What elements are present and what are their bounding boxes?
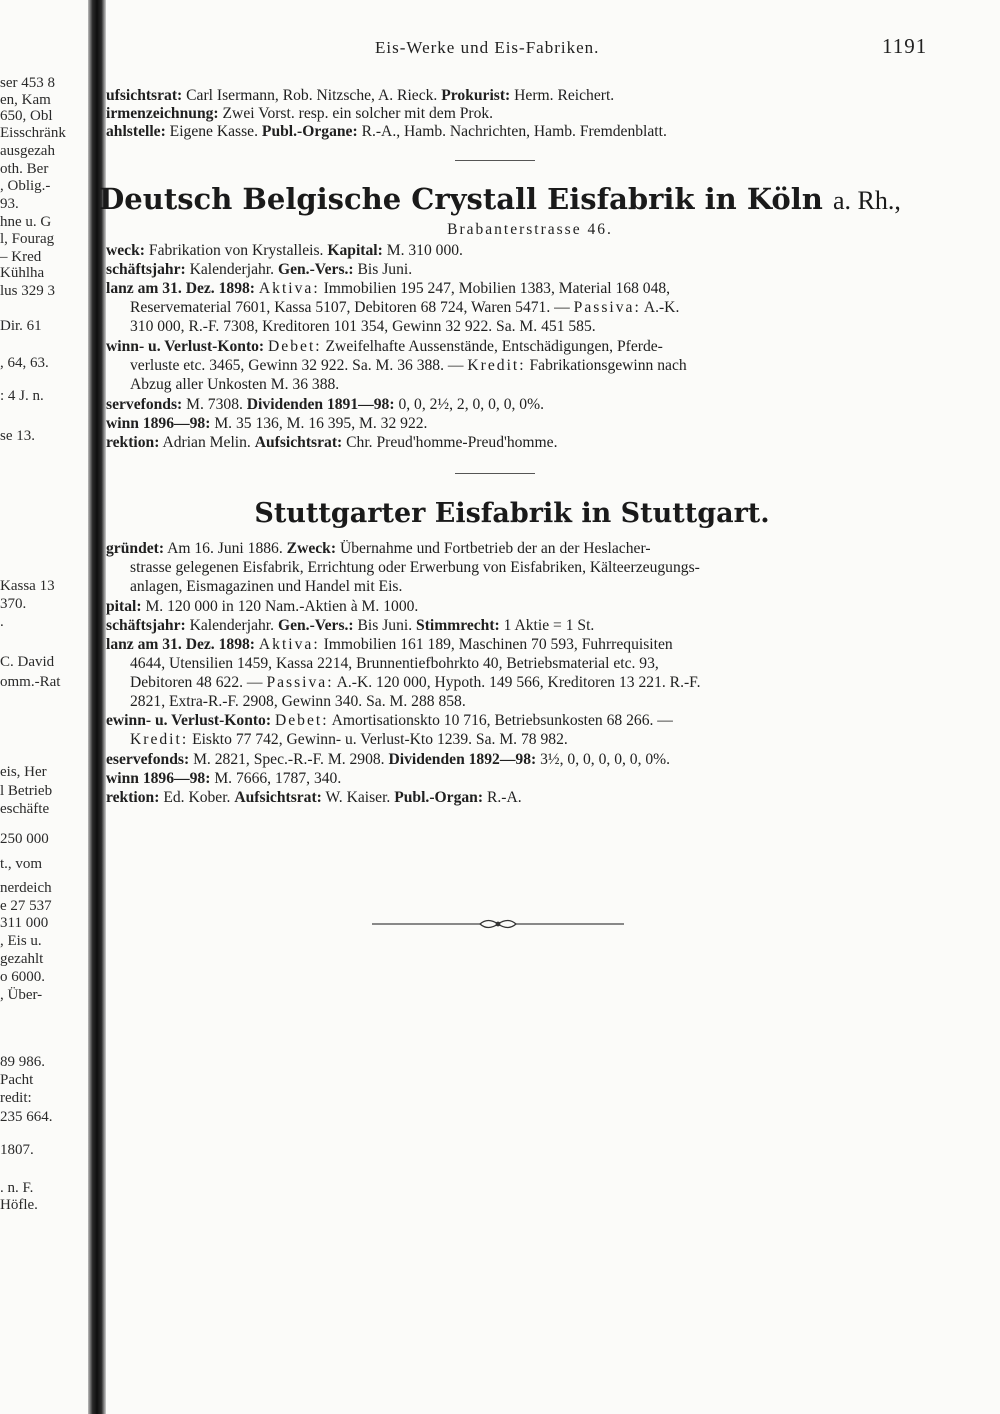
left-fragment-line: 89 986. [0, 1054, 45, 1070]
entry1-address: Brabanterstrasse 46. [447, 221, 613, 238]
entry1-line [106, 396, 544, 413]
label: lanz am 31. Dez. 1898: [106, 636, 255, 653]
passiva-label: Passiva: [573, 299, 641, 316]
entry1-line: 310 000, R.-F. 7308, Kreditoren 101 354, Gewinn 32 922. Sa. M. 451 585. [130, 318, 596, 335]
entry2-line [130, 674, 701, 691]
text: M. 7666, 1787, 340. [214, 770, 342, 787]
text: Immobilien 195 247, Mobilien 1383, Material 168 048, [323, 280, 671, 297]
text: Immobilien 161 189, Maschinen 70 593, Fuhrrequisiten [323, 636, 673, 653]
left-fragment-line: Eisschränk [0, 125, 66, 141]
text: Eigene Kasse. [169, 123, 259, 140]
text: Fabrikation von Krystalleis. [148, 242, 324, 259]
left-fragment-line: l, Fourag [0, 231, 55, 247]
text: 0, 0, 2½, 2, 0, 0, 0, 0%. [398, 396, 544, 413]
text: R.-A. [486, 789, 522, 806]
left-fragment-line: Höfle. [0, 1197, 38, 1213]
text: Zweifelhafte Aussenstände, Entschädigungen, Pferde- [325, 338, 663, 355]
prev-entry-line [106, 123, 667, 140]
label: Gen.-Vers.: [277, 617, 354, 634]
entry2-line [106, 789, 522, 806]
label: pital: [106, 598, 142, 615]
label: Zweck: [286, 540, 337, 557]
entry2-line [106, 770, 341, 787]
left-fragment-line: , Oblig.- [0, 178, 51, 194]
text: W. Kaiser. [325, 789, 391, 806]
text: 3½, 0, 0, 0, 0, 0, 0%. [540, 751, 671, 768]
debet-label: Debet: [274, 712, 329, 729]
left-fragment-line: Kassa 13 [0, 578, 55, 594]
left-fragment-line: Pacht [0, 1072, 34, 1088]
text: 1 Aktie = 1 St. [503, 617, 595, 634]
label: eservefonds: [106, 751, 190, 768]
left-fragment-line: 1807. [0, 1142, 34, 1158]
text: Kalenderjahr. [189, 617, 275, 634]
page-number: 1191 [882, 34, 928, 58]
label: Publ.-Organe: [261, 123, 358, 140]
passiva-label: Passiva: [266, 674, 334, 691]
label: Gen.-Vers.: [277, 261, 354, 278]
entry2-line [106, 598, 418, 615]
left-fragment-line: lus 329 3 [0, 283, 56, 299]
label: Dividenden 1891—98: [246, 396, 395, 413]
entry2-line [106, 636, 673, 653]
left-fragment-line: eschäfte [0, 801, 50, 817]
left-fragment-line: 250 000 [0, 831, 49, 847]
text: Übernahme und Fortbetrieb der an der Heslacher- [339, 540, 651, 557]
aktiva-label: Aktiva: [258, 280, 320, 297]
label: Dividenden 1892—98: [388, 751, 537, 768]
left-fragment-line: o 6000. [0, 969, 45, 985]
left-fragment-line: , 64, 63. [0, 355, 49, 371]
entry2-line: anlagen, Eismagazinen und Handel mit Eis. [130, 578, 403, 595]
label: schäftsjahr: [106, 261, 186, 278]
left-fragment-line: redit: [0, 1090, 32, 1106]
running-head: Eis-Werke und Eis-Fabriken. [375, 38, 600, 57]
text: Debitoren 48 622. — [130, 674, 263, 691]
left-fragment-line: e 27 537 [0, 898, 52, 914]
entry2-line [106, 712, 673, 729]
left-fragment-line: . n. F. [0, 1180, 34, 1196]
entry2-line: 4644, Utensilien 1459, Kassa 2214, Brunnentiefbohrkto 40, Betriebsmaterial etc. 93, [130, 655, 659, 672]
left-fragment-line: hne u. G [0, 214, 52, 230]
label: Publ.-Organ: [394, 789, 484, 806]
label: rektion: [106, 789, 160, 806]
left-fragment-line: nerdeich [0, 880, 52, 896]
entry1-line [106, 261, 412, 278]
entry1-line [106, 242, 463, 259]
kredit-label: Kredit: [130, 731, 189, 748]
text: Kalenderjahr. [189, 261, 275, 278]
label: gründet: [106, 540, 165, 557]
entry1-line [106, 338, 663, 355]
ornament-divider [372, 916, 624, 932]
entry1-title [0, 182, 1000, 216]
text: A.-K. [643, 299, 680, 316]
text: Adrian Melin. [162, 434, 251, 451]
label: Kapital: [327, 242, 383, 259]
entry2-line [106, 751, 670, 768]
aktiva-label: Aktiva: [258, 636, 320, 653]
text: M. 120 000 in 120 Nam.-Aktien à M. 1000. [145, 598, 419, 615]
left-fragment-line: C. David [0, 654, 55, 670]
label: winn 1896—98: [106, 770, 211, 787]
label: servefonds: [106, 396, 183, 413]
text: Bis Juni. [357, 261, 413, 278]
entry1-line [130, 357, 687, 374]
text: Chr. Preud'homme-Preud'homme. [346, 434, 558, 451]
text: Am 16. Juni 1886. [167, 540, 283, 557]
left-fragment-line: t., vom [0, 856, 43, 872]
label: ewinn- u. Verlust-Konto: [106, 712, 272, 729]
divider-rule [455, 473, 535, 474]
label: winn- u. Verlust-Konto: [106, 338, 265, 355]
left-fragment-line: – Kred [0, 249, 42, 265]
left-fragment-line: 311 000 [0, 915, 49, 931]
text: M. 35 136, M. 16 395, M. 32 922. [214, 415, 428, 432]
text: M. 2821, Spec.-R.-F. M. 2908. [193, 751, 385, 768]
left-fragment-line: gezahlt [0, 951, 44, 967]
entry1-line: Abzug aller Unkosten M. 36 388. [130, 376, 340, 393]
entry2-line [130, 731, 568, 748]
left-fragment-line: 93. [0, 196, 19, 212]
text: M. 7308. [186, 396, 243, 413]
entry2-line: strasse gelegenen Eisfabrik, Errichtung oder Erwerbung von Eisfabriken, Kälteerzeugungs- [130, 559, 700, 576]
left-fragment-line: Kühlha [0, 265, 45, 281]
left-fragment-line: eis, Her [0, 764, 47, 780]
entry2-line [106, 617, 594, 634]
entry1-title-suffix: a. Rh., [832, 186, 901, 215]
text: Fabrikationsgewinn nach [529, 357, 687, 374]
divider-rule [455, 160, 535, 161]
label: ahlstelle: [106, 123, 166, 140]
entry1-line [106, 415, 427, 432]
label: rektion: [106, 434, 160, 451]
left-fragment-line: ausgezah [0, 143, 55, 159]
label: lanz am 31. Dez. 1898: [106, 280, 255, 297]
left-fragment-line: Dir. 61 [0, 318, 42, 334]
entry1-line [106, 434, 558, 451]
entry1-line [106, 280, 670, 297]
text: Zwei Vorst. resp. ein solcher mit dem Prok. [222, 105, 494, 122]
label: schäftsjahr: [106, 617, 186, 634]
text: Amortisationskto 10 716, Betriebsunkosten 68 266. — [331, 712, 673, 729]
text: Eiskto 77 742, Gewinn- u. Verlust-Kto 1239. Sa. M. 78 982. [192, 731, 568, 748]
left-fragment-line: en, Kam [0, 92, 51, 108]
left-fragment-line: 650, Obl [0, 108, 53, 124]
entry2-line [106, 540, 651, 557]
left-fragment-line: , Eis u. [0, 933, 42, 949]
text: M. 310 000. [386, 242, 463, 259]
label: Aufsichtsrat: [234, 789, 322, 806]
text: verluste etc. 3465, Gewinn 32 922. Sa. M. 36 388. — [130, 357, 464, 374]
text: Ed. Kober. [163, 789, 231, 806]
label: weck: [106, 242, 145, 259]
entry2-line: 2821, Extra-R.-F. 2908, Gewinn 340. Sa. M. 288 858. [130, 693, 466, 710]
prev-entry-line [106, 87, 614, 104]
label: Stimmrecht: [416, 617, 500, 634]
left-fragment-line: oth. Ber [0, 161, 49, 177]
label: winn 1896—98: [106, 415, 211, 432]
left-fragment-line: omm.-Rat [0, 674, 61, 690]
left-fragment-line: , Über- [0, 987, 43, 1003]
left-fragment-line: se 13. [0, 428, 35, 444]
text: Reservematerial 7601, Kassa 5107, Debitoren 68 724, Waren 5471. — [130, 299, 570, 316]
entry2-title: Stuttgarter Eisfabrik in Stuttgart. [254, 498, 770, 529]
text: R.-A., Hamb. Nachrichten, Hamb. Fremdenblatt. [361, 123, 667, 140]
text: Herm. Reichert. [514, 87, 615, 104]
left-fragment-line: 235 664. [0, 1109, 53, 1125]
left-fragment-line: ser 453 8 [0, 75, 55, 91]
entry1-title-main: Deutsch Belgische Crystall Eisfabrik in Köln [99, 182, 823, 216]
text: Carl Isermann, Rob. Nitzsche, A. Rieck. [186, 87, 438, 104]
left-fragment-line: . [0, 614, 4, 630]
text: A.-K. 120 000, Hypoth. 149 566, Kreditoren 13 221. R.-F. [336, 674, 701, 691]
debet-label: Debet: [268, 338, 322, 355]
left-fragment-line: : 4 J. n. [0, 388, 44, 404]
entry1-line [130, 299, 679, 316]
label: ufsichtsrat: [106, 87, 183, 104]
left-fragment-line: 370. [0, 596, 27, 612]
label: Prokurist: [441, 87, 511, 104]
prev-entry-line [106, 105, 493, 122]
label: irmenzeichnung: [106, 105, 219, 122]
left-fragment-line: l Betrieb [0, 783, 53, 799]
label: Aufsichtsrat: [254, 434, 343, 451]
text: Bis Juni. [357, 617, 413, 634]
kredit-label: Kredit: [467, 357, 526, 374]
